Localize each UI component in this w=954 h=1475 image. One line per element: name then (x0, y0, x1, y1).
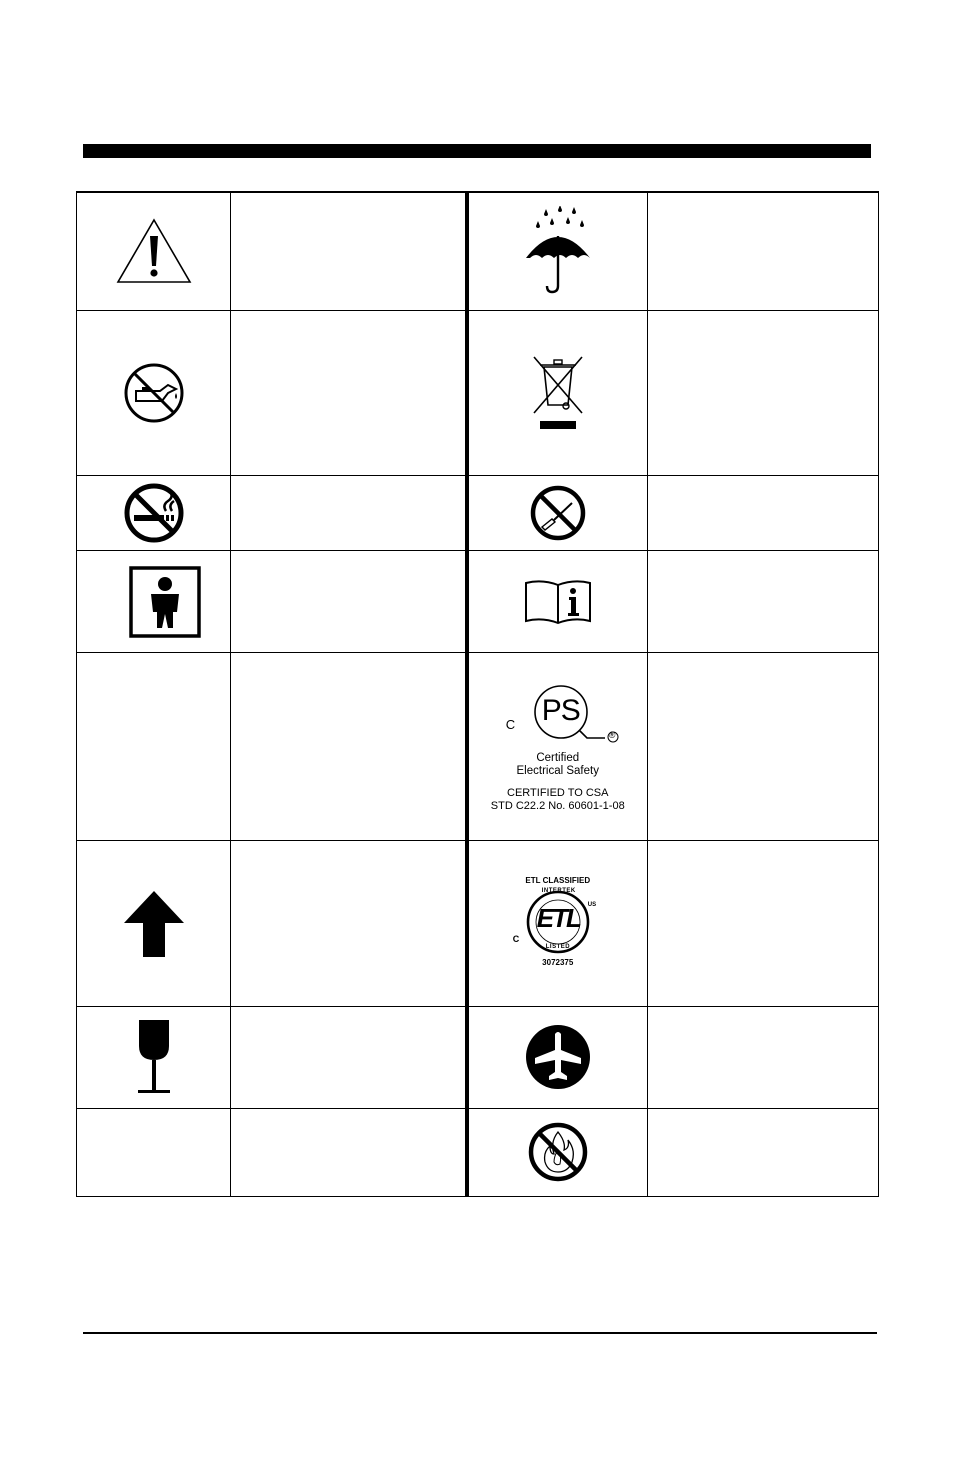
symbol-description (231, 1006, 467, 1108)
symbol-description (231, 310, 467, 475)
symbol-cell (467, 310, 648, 475)
keep-dry-umbrella-icon (518, 206, 598, 296)
symbol-cell (77, 1006, 231, 1108)
symbol-cell (77, 310, 231, 475)
symbol-description (648, 653, 879, 841)
table-row (77, 653, 879, 841)
symbol-cell (77, 653, 231, 841)
symbol-cell (77, 551, 231, 653)
csa-logo: PS (541, 694, 580, 728)
table-row (77, 841, 879, 1006)
fragile-glass-icon (136, 1018, 172, 1096)
etl-heading: ETL CLASSIFIED (525, 875, 591, 885)
no-oil-icon (122, 361, 186, 425)
etl-suffix: US (587, 901, 597, 908)
symbol-description (648, 841, 879, 1006)
csa-certification-mark (483, 680, 633, 750)
warning-triangle-icon (114, 216, 194, 286)
csa-line-certified: Certified (536, 752, 580, 765)
symbol-cell (467, 1006, 648, 1108)
header-rule (83, 144, 871, 158)
symbol-cell (467, 551, 648, 653)
etl-bottom-arc: LISTED (545, 943, 571, 950)
symbol-description (231, 653, 467, 841)
etl-classified-mark (513, 876, 603, 972)
symbol-description (231, 551, 467, 653)
symbol-cell (77, 841, 231, 1006)
csa-certification-cell (467, 653, 648, 841)
symbol-description (648, 1108, 879, 1196)
table-row (77, 192, 879, 310)
etl-prefix: C (512, 933, 520, 944)
no-open-flame-icon (526, 1120, 590, 1184)
etl-classified-cell (467, 841, 648, 1006)
symbol-description (231, 1108, 467, 1196)
symbol-description (648, 551, 879, 653)
symbol-description (231, 192, 467, 310)
etl-logo: ETL (536, 902, 580, 933)
table-row (77, 475, 879, 550)
weee-crossed-bin-icon (528, 353, 588, 433)
csa-prefix: C (505, 717, 516, 733)
csa-line-standard: STD C22.2 No. 60601-1-08 (490, 800, 625, 813)
table-row (77, 1108, 879, 1196)
symbol-description (648, 192, 879, 310)
csa-registered: ® (608, 730, 616, 741)
table-row (77, 1006, 879, 1108)
footer-rule (83, 1332, 877, 1334)
symbols-table (76, 191, 879, 1197)
csa-line-certified-to: CERTIFIED TO CSA (507, 787, 609, 800)
no-smoking-icon (122, 481, 186, 545)
symbol-description (231, 841, 467, 1006)
symbol-cell (467, 475, 648, 550)
symbol-description (231, 475, 467, 550)
symbol-description (648, 475, 879, 550)
etl-top-arc: INTERTEK (541, 887, 576, 894)
csa-line-electrical-safety: Electrical Safety (516, 765, 599, 778)
airplane-icon (525, 1024, 591, 1090)
table-row (77, 551, 879, 653)
symbol-description (648, 310, 879, 475)
symbol-cell (77, 1108, 231, 1196)
no-tools-icon (528, 483, 588, 543)
table-row (77, 310, 879, 475)
symbol-cell (467, 1108, 648, 1196)
this-way-up-arrow-icon (123, 889, 185, 959)
symbol-cell (77, 192, 231, 310)
consult-instructions-icon (524, 579, 592, 625)
symbol-description (648, 1006, 879, 1108)
symbol-cell (467, 192, 648, 310)
etl-number: 3072375 (542, 957, 574, 967)
symbol-cell (77, 475, 231, 550)
type-bf-applied-part-icon (129, 566, 201, 638)
